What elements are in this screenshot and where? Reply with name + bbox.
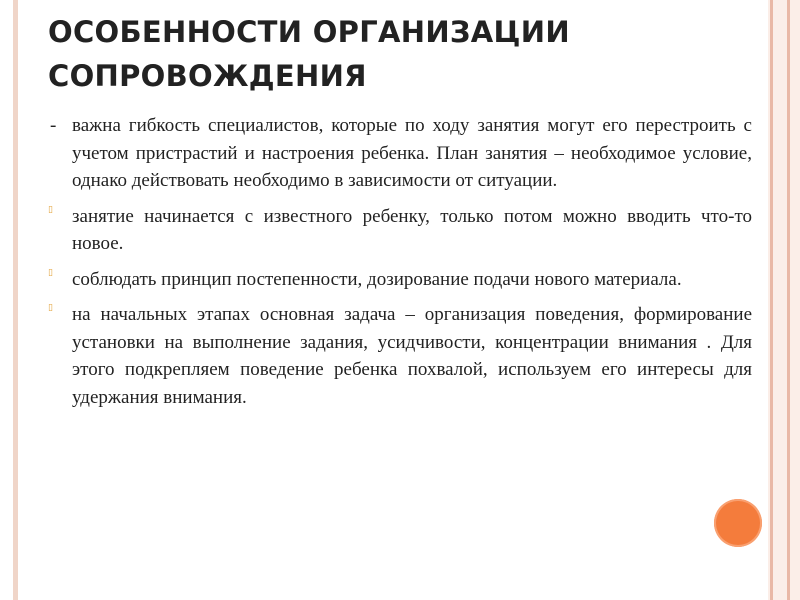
list-item-text: на начальных этапах основная задача – организация поведения, формирование установки на выполнение задания, усидчивости, концентрации внимания . Для этого подкрепляем поведение ребенка похвалой, используем его интересы для удержания внимания. [72,304,752,408]
slide-body [48,112,752,419]
bullet-icon: ▯ [48,204,53,215]
right-decor-line [770,0,773,600]
slide-title: ОСОБЕННОСТИ ОРГАНИЗАЦИИ СОПРОВОЖДЕНИЯ [48,15,570,93]
list-item [48,112,752,195]
list-item [48,266,752,294]
decor-circle-icon [714,499,762,547]
list-item-text: важна гибкость специалистов, которые по ходу занятия могут его перестроить с учетом пристрастий и настроения ребенка. План занятия – необходимое условие, однако действовать необходимо в зависимости от ситуации. [72,115,752,191]
right-decor-line [787,0,790,600]
bullet-icon: ▯ [48,303,53,313]
list-item-text: занятие начинается с известного ребенку, только потом можно вводить что-то новое. [72,205,752,254]
list-item-text: соблюдать принцип постепенности, дозирование подачи нового материала. [72,268,682,290]
left-decor-stripe [13,0,18,600]
bullet-icon: ▯ [48,267,53,278]
dash-marker: - [50,115,57,136]
list-item [48,203,752,258]
list-item [48,301,752,411]
